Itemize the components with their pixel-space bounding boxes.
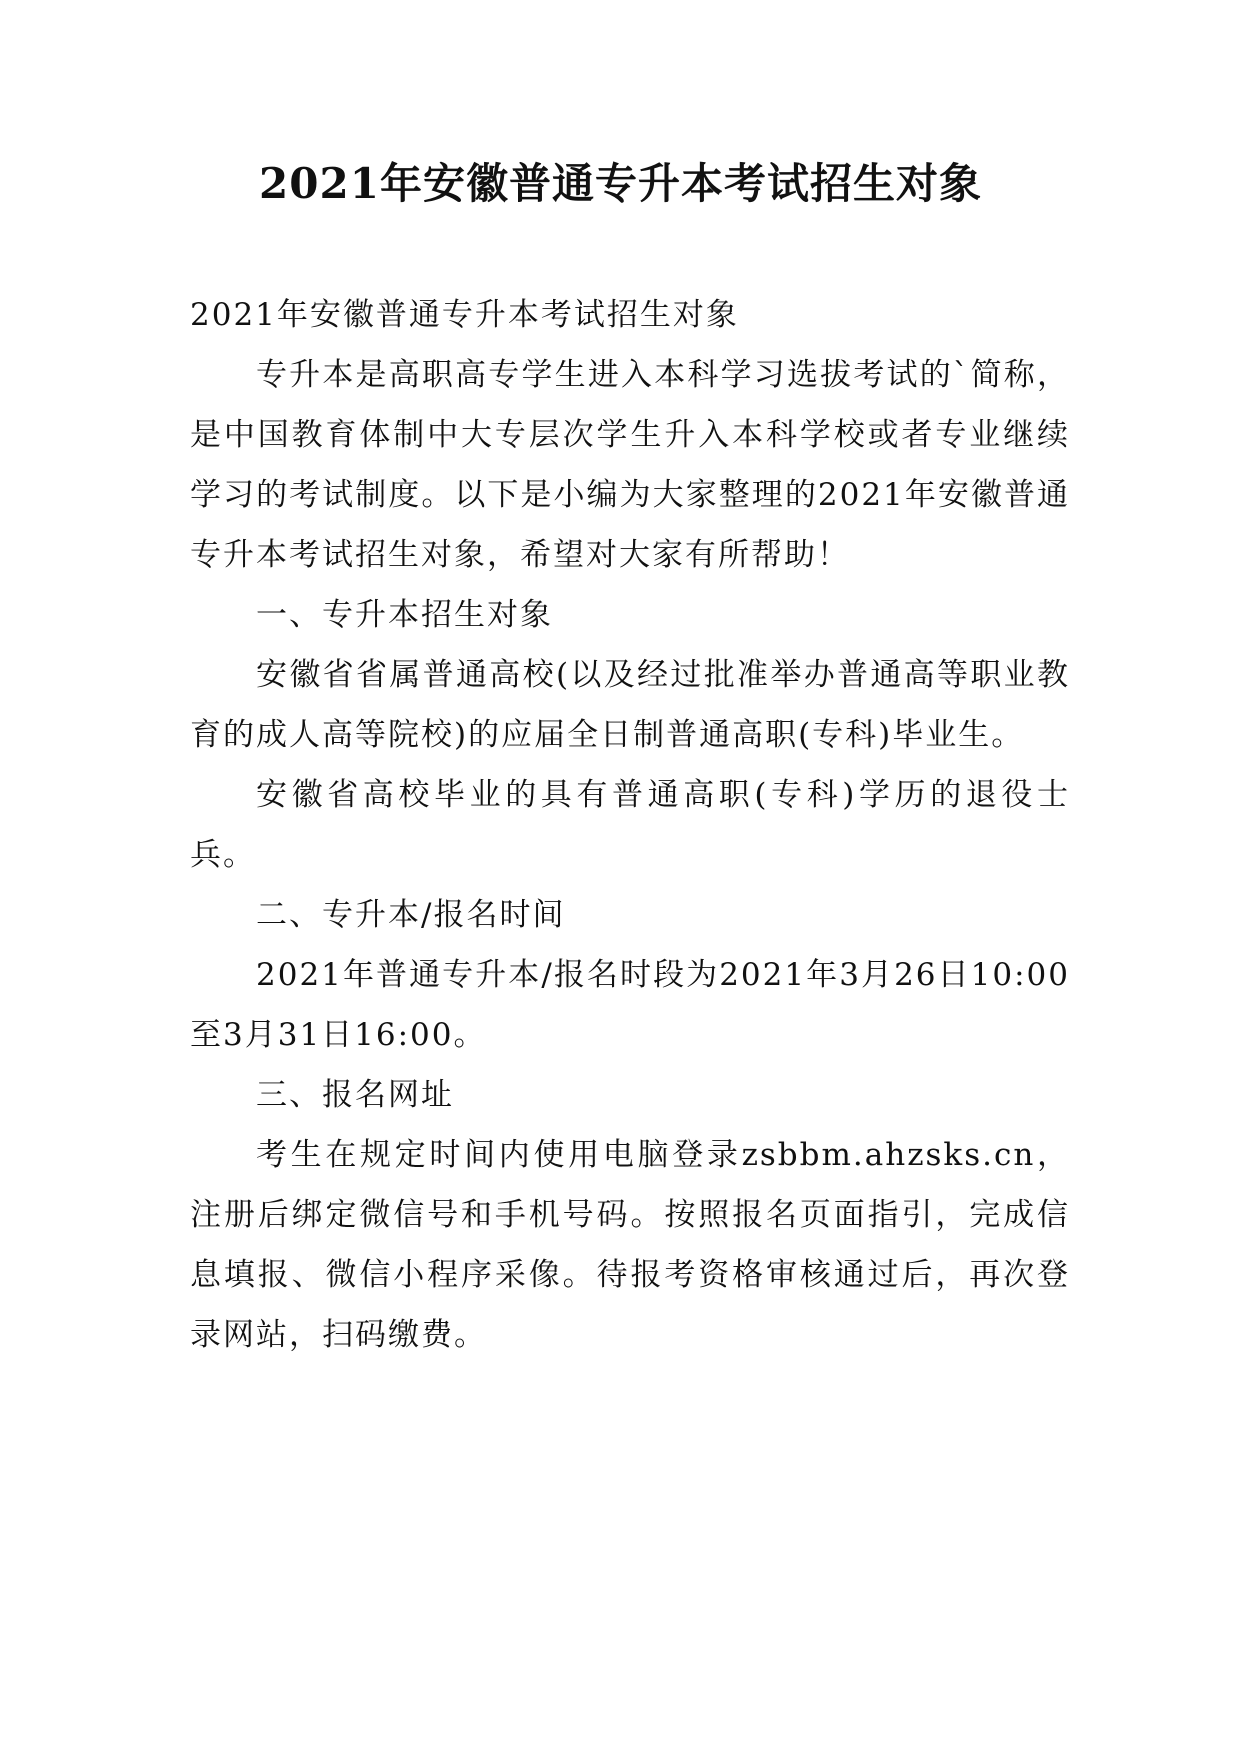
- paragraph-eligibility-graduates: 安徽省省属普通高校(以及经过批准举办普通高等职业教育的成人高等院校)的应届全日制普通高职(专科)毕业生。: [190, 657, 1070, 753]
- document-body: [190, 285, 1070, 1365]
- paragraph-registration-time: 2021年普通专升本/报名时段为2021年3月26日10:00至3月31日16:00。: [190, 957, 1070, 1053]
- paragraph-registration-website: 考生在规定时间内使用电脑登录zsbbm.ahzsks.cn，注册后绑定微信号和手机号码。按照报名页面指引，完成信息填报、微信小程序采像。待报考资格审核通过后，再次登录网站，扫码缴费。: [190, 1137, 1070, 1353]
- section-heading-registration-time: 二、专升本/报名时间: [256, 897, 566, 933]
- document-title: 2021年安徽普通专升本考试招生对象: [259, 159, 982, 208]
- paragraph-eligibility-veterans: 安徽省高校毕业的具有普通高职(专科)学历的退役士兵。: [190, 777, 1070, 873]
- section-heading-eligibility: 一、专升本招生对象: [256, 597, 553, 633]
- section-heading-registration-website: 三、报名网址: [256, 1077, 454, 1113]
- paragraph-intro: 专升本是高职高专学生进入本科学习选拔考试的`简称，是中国教育体制中大专层次学生升入本科学校或者专业继续学习的考试制度。以下是小编为大家整理的2021年安徽普通专升本考试招生对象，希望对大家有所帮助！: [190, 357, 1070, 573]
- document-subtitle: 2021年安徽普通专升本考试招生对象: [190, 297, 739, 333]
